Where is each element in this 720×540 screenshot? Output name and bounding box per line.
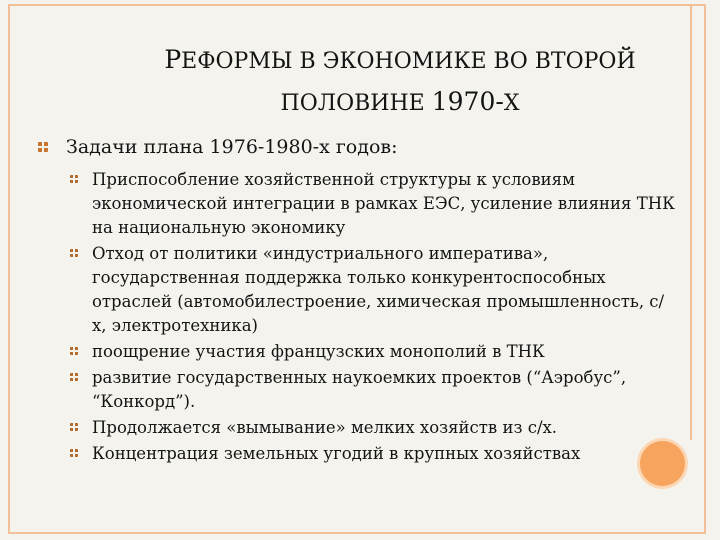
list-item-text: Продолжается «вымывание» мелких хозяйств из с/х. <box>92 418 558 437</box>
bullet-icon <box>70 249 78 257</box>
bullet-icon <box>70 347 78 355</box>
list-item <box>38 366 678 414</box>
bullet-icon <box>70 175 78 183</box>
bullet-icon <box>38 142 48 152</box>
list-item <box>38 242 678 338</box>
slide-right-rule <box>690 4 692 440</box>
section-heading-text: Задачи плана 1976-1980-х годов: <box>66 136 398 158</box>
section-heading <box>38 134 678 160</box>
task-list <box>38 168 678 466</box>
title-line-2-end: Х <box>503 91 520 116</box>
list-item-text: Отход от политики «индустриального императива», государственная поддержка только конкурентоспособных отраслей (автомобилестроение, химическая промышленность, с/х, электротехника) <box>92 244 665 335</box>
list-item-text: развитие государственных наукоемких проектов (“Аэробус”, “Конкорд”). <box>92 368 627 411</box>
title-initial-letter: Р <box>164 45 182 74</box>
slide-title-line-2 <box>150 82 650 124</box>
bullet-icon <box>70 373 78 381</box>
title-line-1-text: ЕФОРМЫ В ЭКОНОМИКЕ ВО ВТОРОЙ <box>181 49 636 74</box>
list-item-text: поощрение участия французских монополий в ТНК <box>92 342 545 361</box>
list-item <box>38 168 678 240</box>
slide-title-line-1 <box>150 40 650 82</box>
list-item <box>38 340 678 364</box>
list-item-text: Приспособление хозяйственной структуры к условиям экономической интеграции в рамках ЕЭС, усиление влияния ТНК на национальную экономику <box>92 170 675 237</box>
title-line-2-text: ПОЛОВИНЕ <box>280 91 425 116</box>
bullet-icon <box>70 423 78 431</box>
list-item <box>38 416 678 440</box>
title-year: 1970- <box>431 87 504 116</box>
content-section <box>38 134 678 468</box>
list-item-text: Концентрация земельных угодий в крупных хозяйствах <box>92 444 581 463</box>
slide-title <box>150 40 650 124</box>
bullet-icon <box>70 449 78 457</box>
list-item <box>38 442 678 466</box>
